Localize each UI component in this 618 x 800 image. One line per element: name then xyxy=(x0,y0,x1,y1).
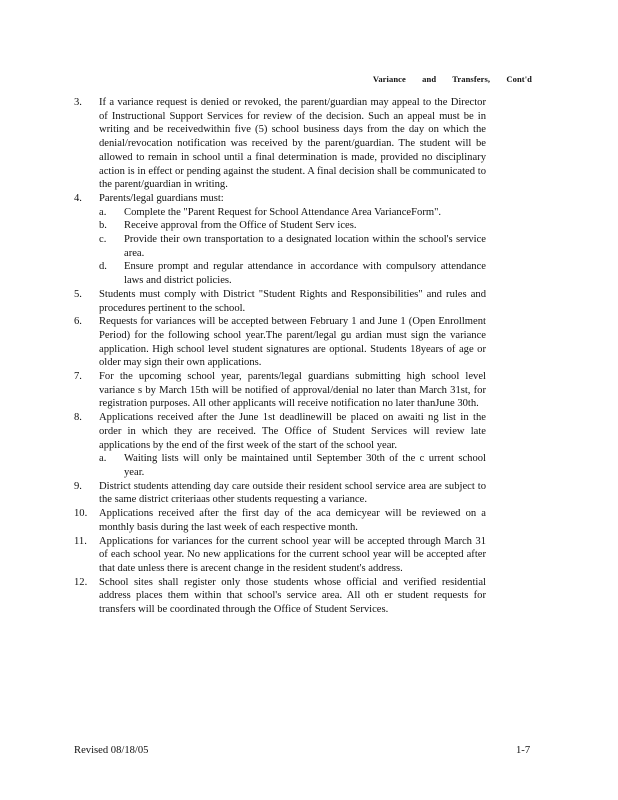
item-text: School sites shall register only those students whose official and verified residential address places them within that school's service area. All oth er student requests for transfers will be coordinated through the Office of Student Services. xyxy=(99,576,486,616)
item-text: District students attending day care outside their resident school service area are subject to the same district criteriaas other students requesting a variance. xyxy=(99,480,486,506)
sub-item-text: Ensure prompt and regular attendance in accordance with compulsory attendance laws and district policies. xyxy=(124,261,486,287)
sub-item-text: Waiting lists will only be maintained until September 30th of the c urrent school year. xyxy=(124,453,486,478)
sub-item xyxy=(99,206,486,220)
item-number: 6. xyxy=(74,316,82,328)
item-number: 8. xyxy=(74,412,82,424)
item-text: If a variance request is denied or revoked, the parent/guardian may appeal to the Director of Instructional Support Services for review of the decision. Such an appeal must be in writing and be receivedwithin five (5) school business days from the day on which the denial/revocation notification was received by the parent/guardian. The student will be allowed to remain in school until a final determination is made, provided no disciplinary action is in effect or pending against the student. A final decision shall be communicated to the parent/guardian in writing. xyxy=(99,97,486,191)
list-item xyxy=(74,96,486,192)
item-text: Requests for variances will be accepted between February 1 and June 1 (Open Enrollment Period) for the following school year.The parent/legal gu ardian must sign the variance application. High school level student signatures are optional. Students 18years of age or older may sign their own applications. xyxy=(99,316,486,369)
sub-item-text: Receive approval from the Office of Student Serv ices. xyxy=(124,220,357,232)
revision-date: Revised 08/18/05 xyxy=(74,745,149,756)
document-body xyxy=(74,96,486,617)
item-number: 5. xyxy=(74,288,82,300)
list-item xyxy=(74,288,486,315)
page-number: 1-7 xyxy=(516,745,531,756)
item-number: 7. xyxy=(74,371,82,383)
sub-item-letter: a. xyxy=(99,453,107,465)
item-text: Parents/legal guardians must: xyxy=(99,192,224,204)
item-number: 3. xyxy=(74,97,82,108)
item-text: Students must comply with District "Student Rights and Responsibilities" and rules and procedures pertinent to the school. xyxy=(99,288,486,314)
item-number: 11. xyxy=(74,535,87,547)
list-item xyxy=(74,315,486,370)
sub-item xyxy=(99,233,486,260)
page-header: Variance and Transfers, Cont'd xyxy=(372,74,532,84)
item-text: Applications for variances for the current school year will be accepted through March 31 of each school year. No new applications for the current school year will be accepted after that date unless there is arecent change in the resident student's address. xyxy=(99,535,486,574)
item-number: 4. xyxy=(74,192,82,204)
list-item xyxy=(74,192,486,288)
list-item xyxy=(74,576,486,617)
sub-item-letter: c. xyxy=(99,234,107,246)
item-number: 9. xyxy=(74,480,82,492)
sub-item-letter: d. xyxy=(99,261,107,273)
sub-item xyxy=(99,219,486,233)
list-item xyxy=(74,370,486,411)
sub-item-letter: a. xyxy=(99,206,107,218)
sub-item-letter: b. xyxy=(99,220,107,232)
sub-item xyxy=(99,260,486,287)
item-text: For the upcoming school year, parents/legal guardians submitting high school level variance s by March 15th will be notified of approval/denial no later than March 31st, for registration purposes. All other applicants will receive notification no later thanJune 30th. xyxy=(99,371,486,410)
list-item xyxy=(74,480,486,507)
sub-item-text: Complete the "Parent Request for School Attendance Area VarianceForm". xyxy=(124,206,442,218)
item-text: Applications received after the June 1st deadlinewill be placed on awaiti ng list in the order in which they are received. The Office of Student Services will review late applications by the end of the first week of the start of the school year. xyxy=(99,412,486,451)
item-number: 12. xyxy=(74,576,88,588)
sub-item-text: Provide their own transportation to a designated location within the school's service area. xyxy=(124,234,486,259)
sub-item xyxy=(99,452,486,479)
item-text: Applications received after the first day of the aca demicyear will be reviewed on a monthly basis during the last week of each respective month. xyxy=(99,508,486,533)
list-item xyxy=(74,535,486,576)
item-number: 10. xyxy=(74,508,88,520)
list-item xyxy=(74,507,486,534)
list-item xyxy=(74,411,486,480)
